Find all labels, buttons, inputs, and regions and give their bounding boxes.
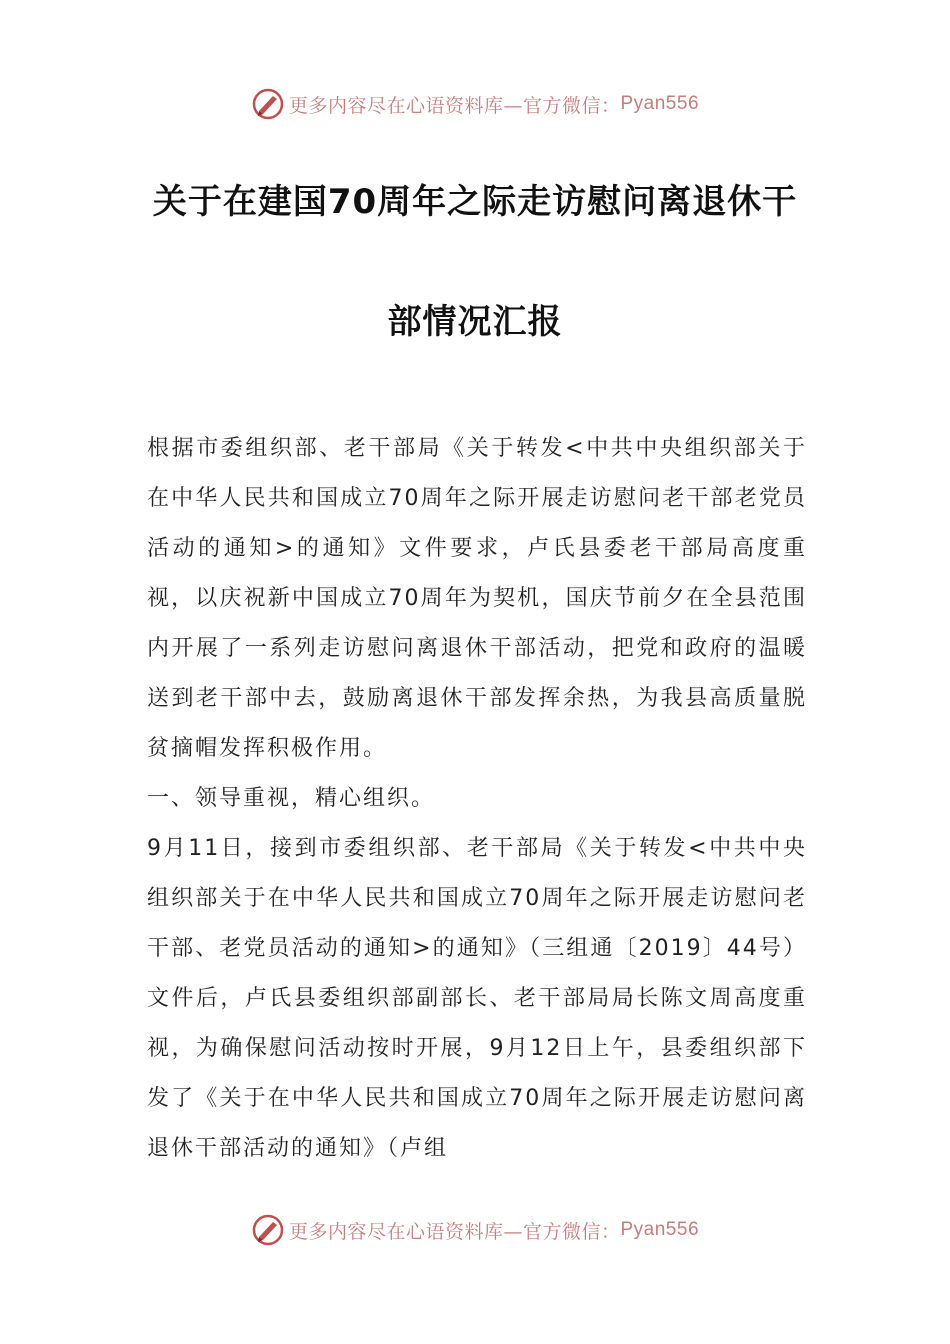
watermark-footer (0, 1210, 950, 1250)
paragraph-section-1: 9月11日，接到市委组织部、老干部局《关于转发<中共中央组织部关于在中华人民共和国成立70周年之际开展走访慰问老干部、老党员活动的通知>的通知》（三组通〔2019〕44号）文件后，卢氏县委组织部副部长、老干部局局长陈文周高度重视，为确保慰问活动按时开展，9月12日上午，县委组织部下发了《关于在中华人民共和国成立70周年之际开展走访慰问离退休干部活动的通知》（卢组 (147, 836, 807, 1161)
watermark-header (0, 84, 950, 124)
document-title-line-2: 部情况汇报 (387, 302, 563, 342)
document-title-line-1: 关于在建国70周年之际走访慰问离退休干 (152, 182, 798, 222)
document-body (147, 424, 807, 1174)
watermark-wechat-id: Pyan556 (620, 93, 700, 114)
section-heading-1: 一、领导重视，精心组织。 (147, 786, 436, 811)
watermark-wechat-id: Pyan556 (620, 1219, 700, 1240)
watermark-text: 更多内容尽在心语资料库—官方微信： (288, 1220, 621, 1243)
paragraph-intro: 根据市委组织部、老干部局《关于转发<中共中央组织部关于在中华人民共和国成立70周年之际开展走访慰问老干部老党员活动的通知>的通知》文件要求，卢氏县委老干部局高度重视，以庆祝新中国成立70周年为契机，国庆节前夕在全县范围内开展了一系列走访慰问离退休干部活动，把党和政府的温暖送到老干部中去，鼓励离退休干部发挥余热，为我县高质量脱贫摘帽发挥积极作用。 (147, 436, 807, 761)
pen-logo-icon (251, 1213, 285, 1247)
pen-logo-icon (251, 87, 285, 121)
watermark-text: 更多内容尽在心语资料库—官方微信： (288, 94, 621, 117)
